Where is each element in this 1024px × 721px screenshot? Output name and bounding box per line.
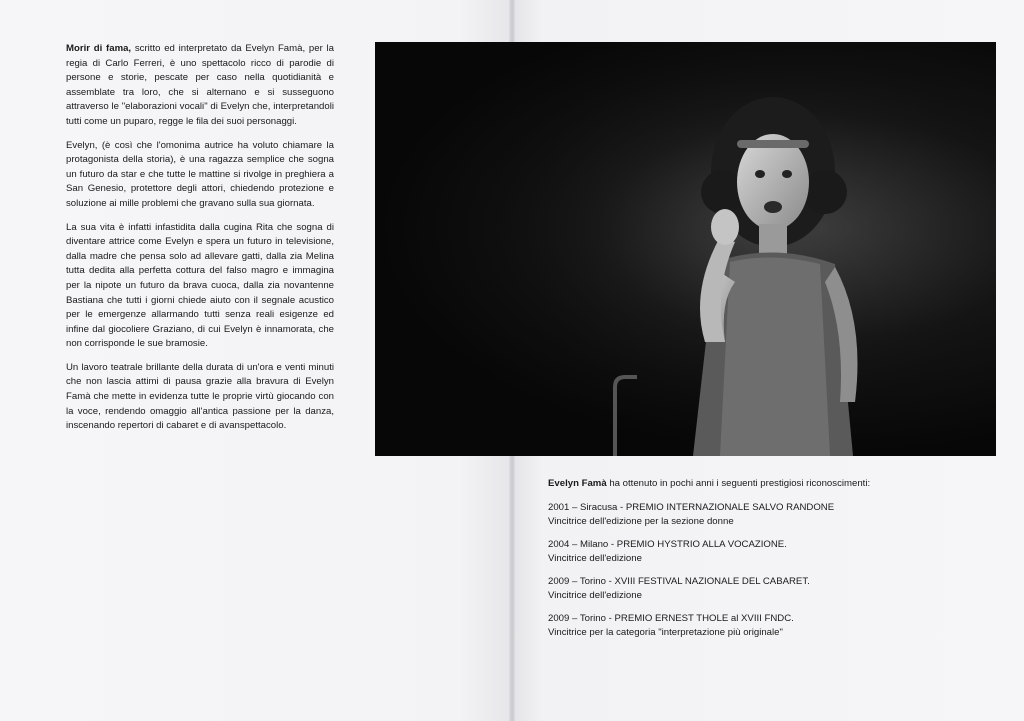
award-title: 2001 – Siracusa - PREMIO INTERNAZIONALE SALVO RANDONE xyxy=(548,502,835,513)
awards-section xyxy=(548,477,988,649)
award-item xyxy=(548,575,988,603)
award-detail: Vincitrice dell'edizione xyxy=(548,553,642,564)
award-title: 2009 – Torino - PREMIO ERNEST THOLE al XVIII FNDC. xyxy=(548,613,794,624)
award-detail: Vincitrice dell'edizione per la sezione donne xyxy=(548,516,734,527)
paragraph-1: Morir di fama, scritto ed interpretato da Evelyn Famà, per la regia di Carlo Ferreri, è uno spettacolo ricco di parodie di persone e storie, pescate per caso nella quotidianità e assemblate tra loro, che si alternano e si susseguono attraverso le "elaborazioni vocali" di Evelyn che, interpretandoli tutti come un puparo, regge le fila dei suoi personaggi. xyxy=(66,43,334,127)
paragraph-3: La sua vita è infatti infastidita dalla cugina Rita che sogna di diventare attrice come Evelyn e spera un futuro in televisione, dalla madre che pensa solo ad allevare gatti, dalla zia Melina tutta dedita alla perfetta cottura del falso magro e immagina per la nipote un futuro da brava cuoca, dalla zia novantenne Bastiana che tutti i giorni chiede aiuto con il segnale acustico per le emergenze allarmando tutti senza reali esigenze ed infine dal giocoliere Graziano, di cui Evelyn è innamorata, che non corrisponde le sue bramosie. xyxy=(66,221,334,350)
award-item xyxy=(548,612,988,640)
performer-illustration xyxy=(375,42,996,456)
award-title: 2004 – Milano - PREMIO HYSTRIO ALLA VOCAZIONE. xyxy=(548,539,787,550)
description-text xyxy=(66,42,334,443)
award-item xyxy=(548,501,988,529)
title-lead: Morir di fama, xyxy=(66,43,132,54)
award-title: 2009 – Torino - XVIII FESTIVAL NAZIONALE DEL CABARET. xyxy=(548,576,810,587)
award-detail: Vincitrice dell'edizione xyxy=(548,590,642,601)
performer-photo xyxy=(375,42,996,456)
awards-intro: Evelyn Famà ha ottenuto in pochi anni i seguenti prestigiosi riconoscimenti: xyxy=(548,478,871,489)
award-detail: Vincitrice per la categoria "interpretazione più originale" xyxy=(548,627,783,638)
paragraph-4: Un lavoro teatrale brillante della durata di un'ora e venti minuti che non lascia attimi di pausa grazie alla bravura di Evelyn Famà che mette in evidenza tutte le proprie virtù giocando con la voce, rendendo omaggio all'antica passione per la danza, inscenando repertori di cabaret e di avanspettacolo. xyxy=(66,361,334,432)
award-item xyxy=(548,538,988,566)
paragraph-2: Evelyn, (è così che l'omonima autrice ha voluto chiamare la protagonista della storia), è una ragazza semplice che sogna un futuro da star e che tutte le mattine si rivolge in preghiera a San Genesio, protettore degli attori, chiedendo protezione e soluzione ai mille problemi che gravano sulla sua giornata. xyxy=(66,139,334,209)
artist-name: Evelyn Famà xyxy=(548,478,607,489)
